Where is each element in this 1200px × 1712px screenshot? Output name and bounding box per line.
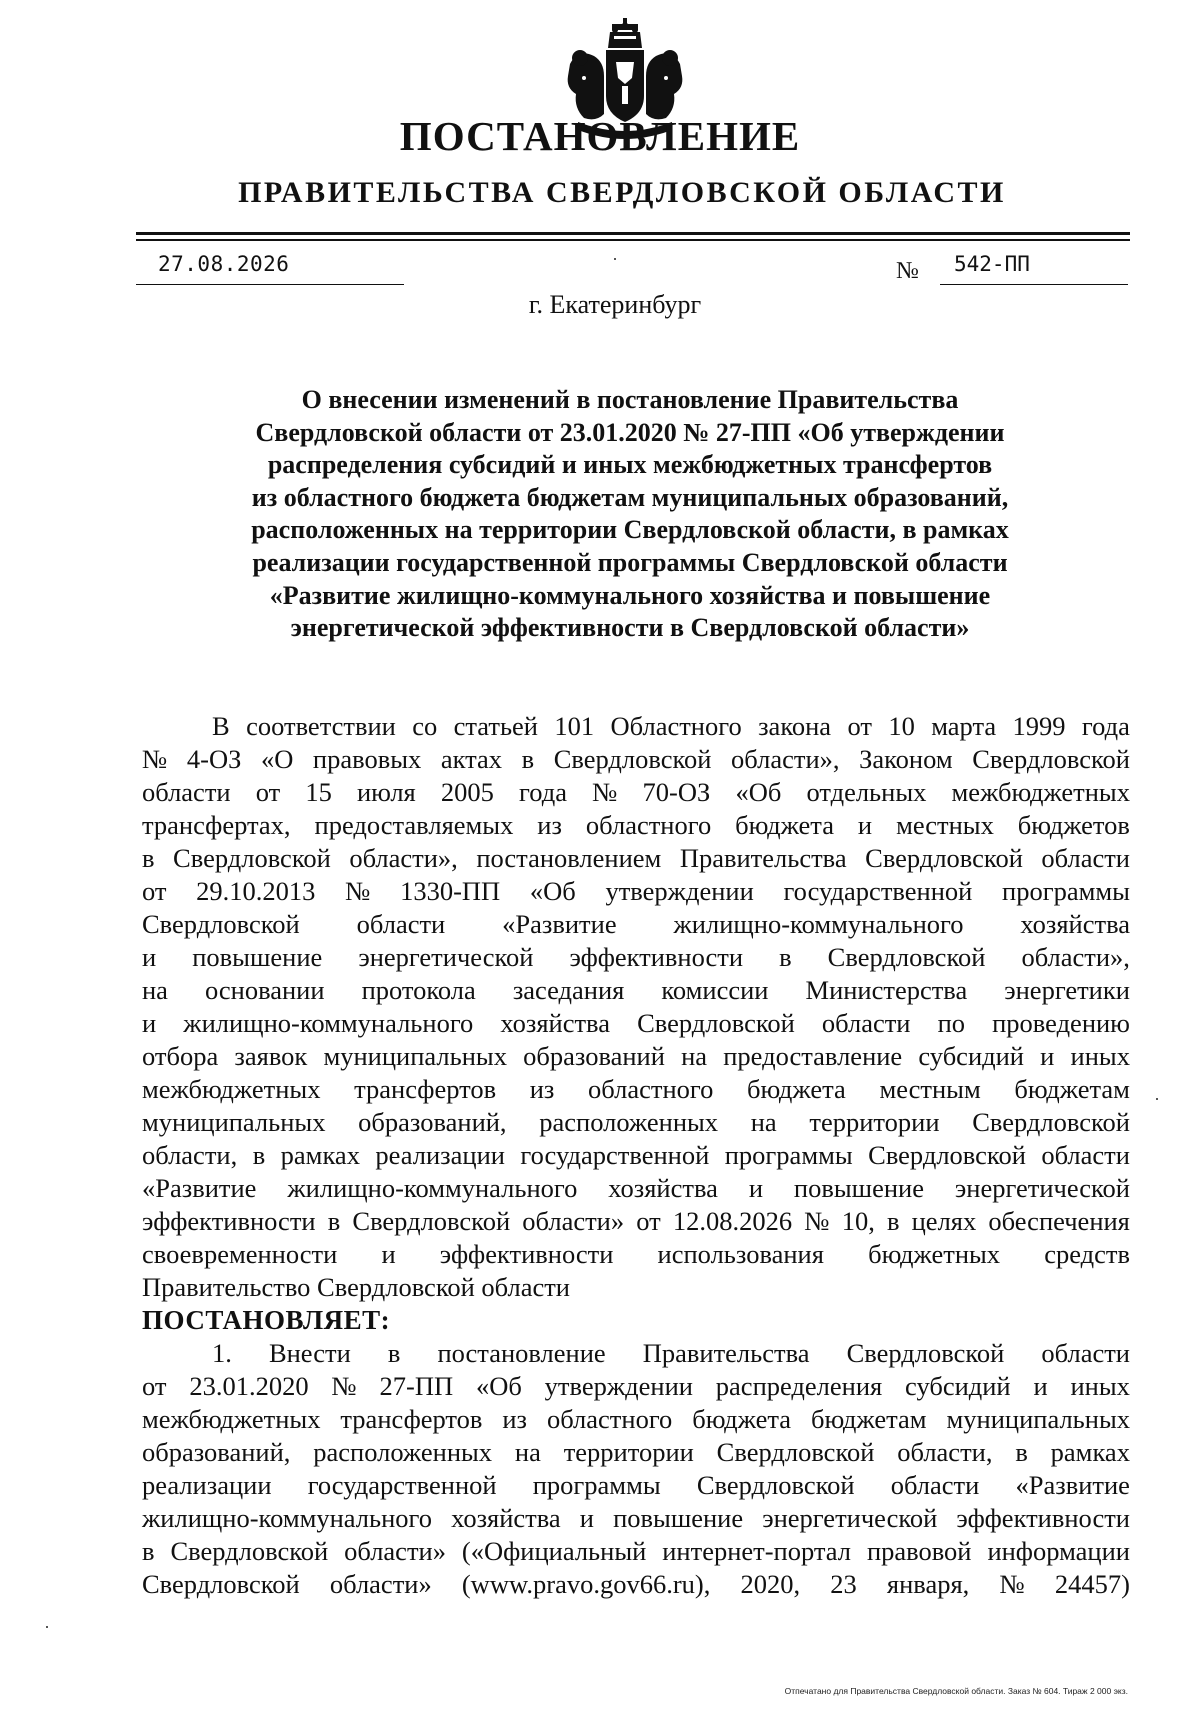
text-line: 1. Внести в постановление Правительства Свердловской области [212, 1338, 1130, 1368]
text-line: межбюджетных трансфертов из областного бюджета бюджетам муниципальных [142, 1404, 1130, 1434]
text-line: муниципальных образований, расположенных на территории Свердловской [142, 1107, 1130, 1137]
subject-line: из областного бюджета бюджетам муниципальных образований, [251, 482, 1009, 512]
text-line: области, в рамках реализации государственной программы Свердловской области [142, 1140, 1130, 1170]
preamble-paragraph [142, 710, 1130, 1304]
text-line: образований, расположенных на территории Свердловской области, в рамках [142, 1437, 1130, 1467]
issue-city: г. Екатеринбург [528, 290, 702, 319]
subject-line: расположенных на территории Свердловской области, в рамках [251, 515, 1009, 545]
text-line: межбюджетных трансфертов из областного бюджета местным бюджетам [142, 1074, 1130, 1104]
text-line: и жилищно-коммунального хозяйства Свердловской области по проведению [142, 1008, 1130, 1038]
subject-line: Свердловской области от 23.01.2020 № 27-ПП «Об утверждении [255, 417, 1005, 447]
document-issuer: ПРАВИТЕЛЬСТВА СВЕРДЛОВСКОЙ ОБЛАСТИ [238, 176, 1006, 209]
text-line: «Развитие жилищно-коммунального хозяйства и повышение энергетической [142, 1173, 1130, 1203]
number-field [940, 252, 1128, 285]
text-line: реализации государственной программы Свердловской области «Развитие [142, 1470, 1130, 1500]
print-note: Отпечатано для Правительства Свердловской области. Заказ № 604. Тираж 2 000 экз. [784, 1686, 1128, 1696]
text-line: № 4-ОЗ «О правовых актах в Свердловской области», Законом Свердловской [142, 744, 1130, 774]
text-line: Свердловской области» (www.pravo.gov66.ru), 2020, 23 января, № 24457) [142, 1569, 1130, 1599]
scan-speck [46, 1626, 48, 1628]
document-title: ПОСТАНОВЛЕНИЕ [399, 113, 801, 159]
date-field [136, 252, 404, 285]
text-line: В соответствии со статьей 101 Областного закона от 10 марта 1999 года [212, 711, 1130, 741]
text-line: в Свердловской области», постановлением Правительства Свердловской области [142, 843, 1130, 873]
subject-line: «Развитие жилищно-коммунального хозяйства и повышение [269, 580, 991, 610]
text-line: от 23.01.2020 № 27-ПП «Об утверждении распределения субсидий и иных [142, 1371, 1130, 1401]
text-line: трансфертах, предоставляемых из областного бюджета и местных бюджетов [142, 810, 1130, 840]
document-body [142, 710, 1130, 1601]
text-line-last: Правительство Свердловской области [142, 1272, 570, 1302]
text-line: области от 15 июля 2005 года № 70-ОЗ «Об отдельных межбюджетных [142, 777, 1130, 807]
decree-word: ПОСТАНОВЛЯЕТ: [142, 1305, 391, 1335]
subject-line: распределения субсидий и иных межбюджетных трансфертов [267, 450, 993, 480]
text-line: и повышение энергетической эффективности в Свердловской области», [142, 942, 1130, 972]
item-1-paragraph [142, 1337, 1130, 1601]
text-line: отбора заявок муниципальных образований на предоставление субсидий и иных [142, 1041, 1130, 1071]
document-subject [180, 384, 1080, 645]
text-line: Свердловской области «Развитие жилищно-коммунального хозяйства [142, 909, 1130, 939]
text-line: в Свердловской области» («Официальный интернет-портал правовой информации [142, 1536, 1130, 1566]
document-number: 542-ПП [954, 252, 1030, 276]
subject-line: реализации государственной программы Свердловской области [252, 547, 1008, 577]
scan-speck [1156, 1098, 1158, 1100]
scan-speck [614, 258, 616, 260]
text-line: жилищно-коммунального хозяйства и повышение энергетической эффективности [142, 1503, 1130, 1533]
text-line: эффективности в Свердловской области» от 12.08.2026 № 10, в целях обеспечения [142, 1206, 1130, 1236]
text-line: от 29.10.2013 № 1330-ПП «Об утверждении государственной программы [142, 876, 1130, 906]
subject-line: энергетической эффективности в Свердловской области» [290, 613, 970, 643]
text-line: на основании протокола заседания комиссии Министерства энергетики [142, 975, 1130, 1005]
document-date: 27.08.2026 [158, 252, 290, 276]
header-rule-thick [136, 232, 1130, 235]
header-rule-thin [136, 239, 1130, 241]
text-line: своевременности и эффективности использования бюджетных средств [142, 1239, 1130, 1269]
subject-line: О внесении изменений в постановление Правительства [301, 385, 959, 414]
number-sign: № [896, 258, 919, 284]
